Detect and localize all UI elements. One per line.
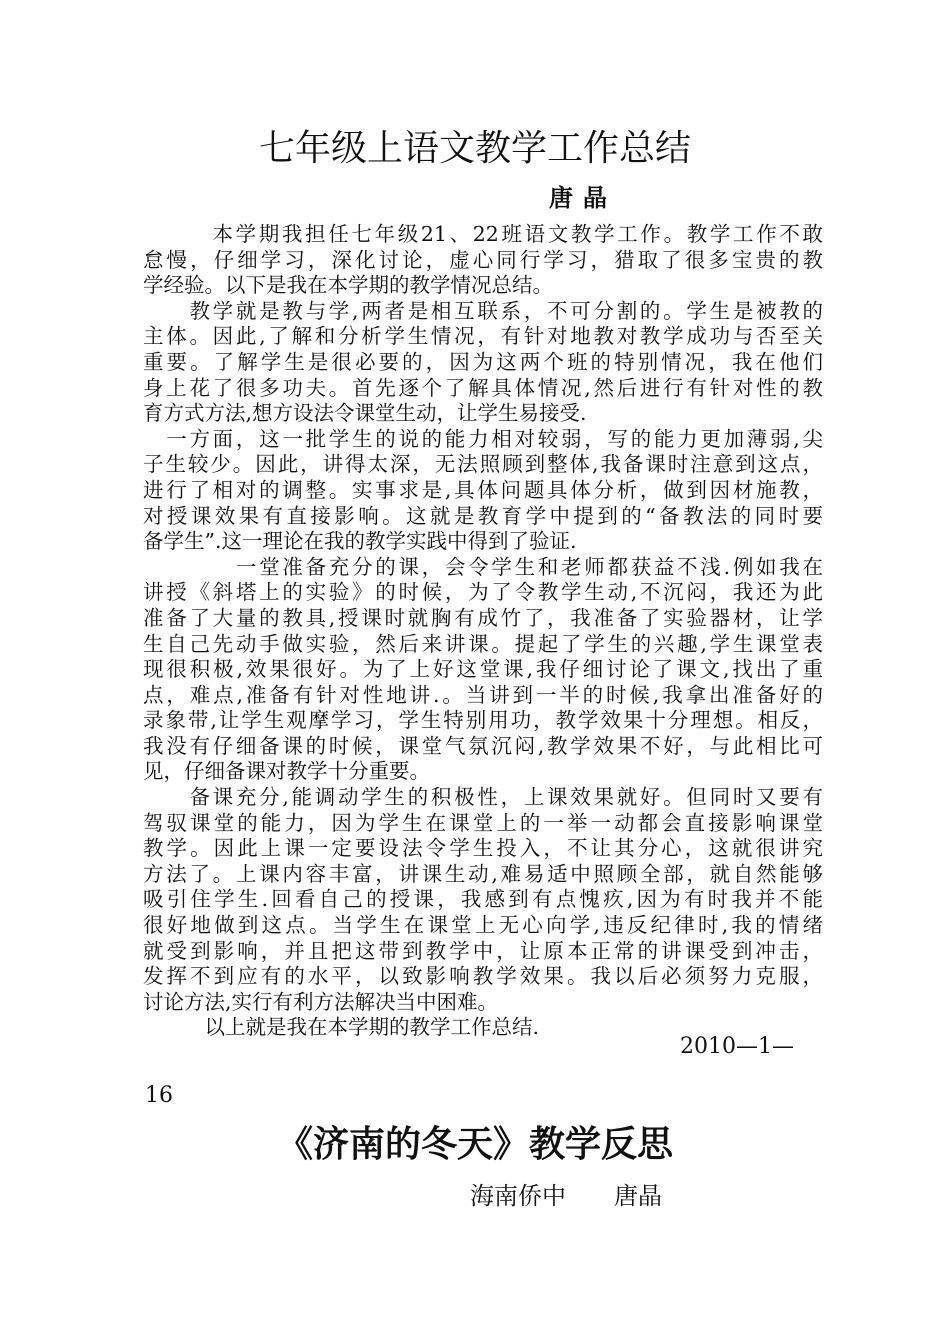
text-line: 主体。因此,了解和分析学生情况，有针对地教对教学成功与否至关 — [143, 324, 823, 349]
article-author: 唐晶 — [549, 184, 617, 212]
text-line: 见，仔细备课对教学十分重要。 — [143, 759, 430, 784]
text-line: 我没有仔细备课的时候，课堂气氛沉闷,教学效果不好，与此相比可 — [143, 733, 823, 758]
text-line: 子生较少。因此，讲得太深，无法照顾到整体,我备课时注意到这点， — [143, 452, 823, 477]
text-line: 重要。了解学生是很必要的，因为这两个班的特别情况，我在他们 — [143, 349, 823, 374]
text-line: 以上就是我在本学期的教学工作总结. — [143, 1015, 540, 1040]
text-line: 就受到影响，并且把这带到教学中，让原本正常的讲课受到冲击， — [143, 938, 823, 963]
article-title: 七年级上语文教学工作总结 — [258, 128, 691, 169]
text-line: 对授课效果有直接影响。这就是教育学中提到的“备教法的同时要 — [143, 503, 823, 528]
text-line: 教学。因此上课一定要设法令学生投入，不让其分心，这就很讲究 — [143, 836, 823, 861]
text-line: 怠慢，仔细学习，深化讨论，虚心同行学习，猎取了很多宝贵的教 — [143, 247, 823, 272]
text-line: 方法了。上课内容丰富，讲课生动,难易适中照顾全部，就自然能够 — [143, 861, 823, 886]
text-line: 备课充分,能调动学生的积极性，上课效果就好。但同时又要有 — [143, 785, 823, 810]
text-line: 现很积极,效果很好。为了上好这堂课,我仔细讨论了课文,找出了重 — [143, 657, 823, 682]
text-line: 录象带,让学生观摩学习，学生特别用功，教学效果十分理想。相反， — [143, 708, 823, 733]
text-line: 备学生”.这一理论在我的教学实践中得到了验证. — [143, 529, 577, 554]
next-article-author: 海南侨中 唐晶 — [470, 1182, 662, 1210]
text-line: 驾驭课堂的能力，因为学生在课堂上的一举一动都会直接影响课堂 — [143, 810, 823, 835]
text-line: 本学期我担任七年级21、22班语文教学工作。教学工作不敢 — [143, 222, 823, 246]
page-number: 16 — [145, 1083, 173, 1108]
text-line: 讨论方法,实行有利方法解决当中困难。 — [143, 989, 499, 1014]
text-line: 进行了相对的调整。实事求是,具体问题具体分析，做到因材施教， — [143, 477, 823, 502]
text-line: 教学就是教与学,两者是相互联系，不可分割的。学生是被教的 — [143, 298, 823, 323]
text-line: 讲授《斜塔上的实验》的时候，为了令教学生动,不沉闷，我还为此 — [143, 580, 823, 605]
text-line: 一方面，这一批学生的说的能力相对较弱，写的能力更加薄弱,尖 — [143, 426, 823, 451]
text-line: 准备了大量的教具,授课时就胸有成竹了，我准备了实验器材，让学 — [143, 605, 823, 630]
text-line: 学经验。以下是我在本学期的教学情况总结。 — [143, 273, 553, 298]
text-line: 发挥不到应有的水平，以致影响教学效果。我以后必须努力克服， — [143, 964, 823, 989]
article-body — [143, 222, 823, 1041]
text-line: 很好地做到这点。当学生在课堂上无心向学,违反纪律时,我的情绪 — [143, 913, 823, 938]
next-article-title: 《济南的冬天》教学反思 — [276, 1124, 673, 1165]
text-line: 点，难点,准备有针对性地讲.。当讲到一半的时候,我拿出准备好的 — [143, 682, 823, 707]
text-line: 身上花了很多功夫。首先逐个了解具体情况,然后进行有针对性的教 — [143, 375, 823, 400]
article-date: 2010—1— — [680, 1034, 794, 1059]
text-line: 吸引住学生.回看自己的授课，我感到有点愧疚,因为有时我并不能 — [143, 887, 823, 912]
text-line: 育方式方法,想方设法令课堂生动，让学生易接受. — [143, 401, 587, 426]
text-line: 生自己先动手做实验，然后来讲课。提起了学生的兴趣,学生课堂表 — [143, 631, 823, 656]
text-line: 一堂准备充分的课，会令学生和老师都获益不浅.例如我在 — [143, 554, 823, 579]
